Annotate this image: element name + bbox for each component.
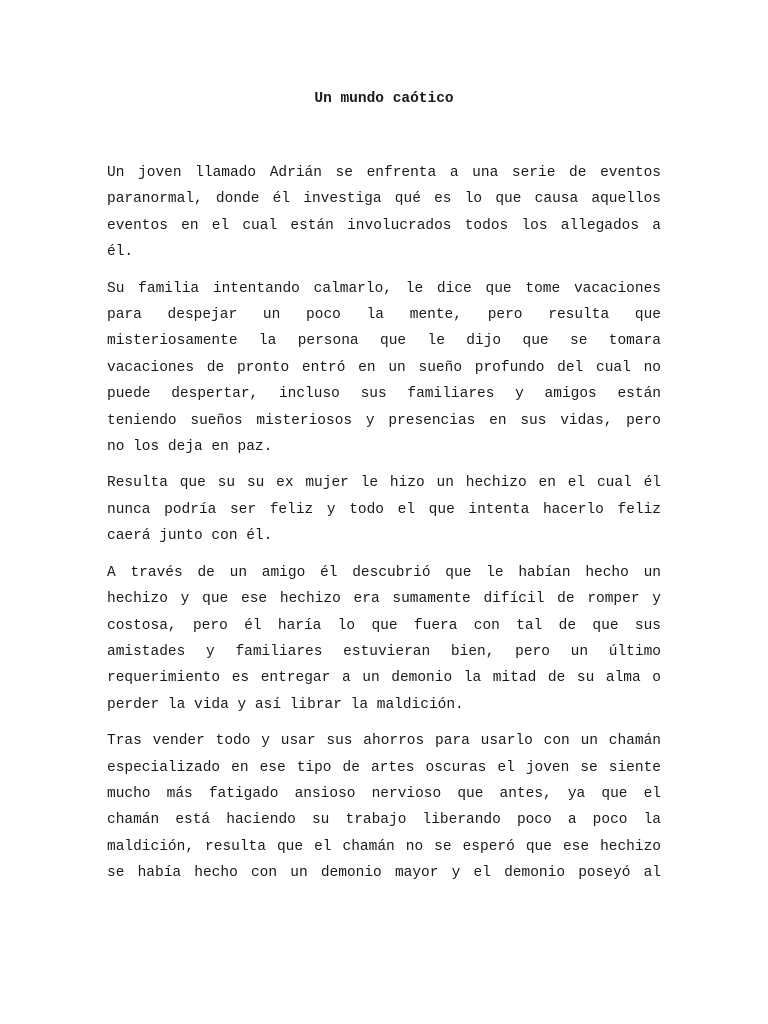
document-body (107, 160, 661, 897)
text-line: mucho más fatigado ansioso nervioso que antes, ya que el (107, 785, 661, 802)
text-line: chamán está haciendo su trabajo liberando poco a poco la (107, 812, 661, 829)
text-line: no los deja en paz. (107, 439, 273, 456)
text-line: perder la vida y así librar la maldición. (107, 696, 464, 713)
text-line: para despejar un poco la mente, pero resulta que (107, 307, 661, 324)
text-line: se había hecho con un demonio mayor y el demonio poseyó al (107, 865, 661, 882)
paragraph (107, 728, 661, 886)
document-title: Un mundo caótico (314, 91, 454, 107)
text-line: requerimiento es entregar a un demonio la mitad de su alma o (107, 670, 661, 687)
text-line: Tras vender todo y usar sus ahorros para usarlo con un chamán (107, 733, 661, 750)
text-line: misteriosamente la persona que le dijo que se tomara (107, 333, 661, 350)
paragraph (107, 560, 661, 718)
text-line: vacaciones de pronto entró en un sueño profundo del cual no (107, 359, 661, 376)
text-line: hechizo y que ese hechizo era sumamente difícil de romper y (107, 591, 661, 608)
text-line: teniendo sueños misteriosos y presencias en sus vidas, pero (107, 412, 661, 429)
text-line: él. (107, 244, 134, 261)
text-line: costosa, pero él haría lo que fuera con tal de que sus (107, 617, 661, 634)
text-line: Resulta que su su ex mujer le hizo un hechizo en el cual él (107, 475, 661, 492)
text-line: A través de un amigo él descubrió que le habían hecho un (107, 564, 661, 581)
text-line: nunca podría ser feliz y todo el que intenta hacerlo feliz (107, 501, 661, 518)
text-line: amistades y familiares estuvieran bien, pero un último (107, 643, 661, 660)
text-line: Un joven llamado Adrián se enfrenta a una serie de eventos (107, 165, 661, 181)
text-line: especializado en ese tipo de artes oscuras el joven se siente (107, 759, 661, 776)
text-line: puede despertar, incluso sus familiares y amigos están (107, 386, 661, 403)
text-line: eventos en el cual están involucrados todos los allegados a (107, 217, 661, 234)
text-line: Su familia intentando calmarlo, le dice que tome vacaciones (107, 280, 661, 297)
text-line: maldición, resulta que el chamán no se esperó que ese hechizo (107, 838, 661, 855)
text-line: paranormal, donde él investiga qué es lo que causa aquellos (107, 191, 661, 208)
paragraph (107, 160, 661, 266)
paragraph (107, 276, 661, 461)
paragraph (107, 470, 661, 549)
text-line: caerá junto con él. (107, 528, 273, 545)
